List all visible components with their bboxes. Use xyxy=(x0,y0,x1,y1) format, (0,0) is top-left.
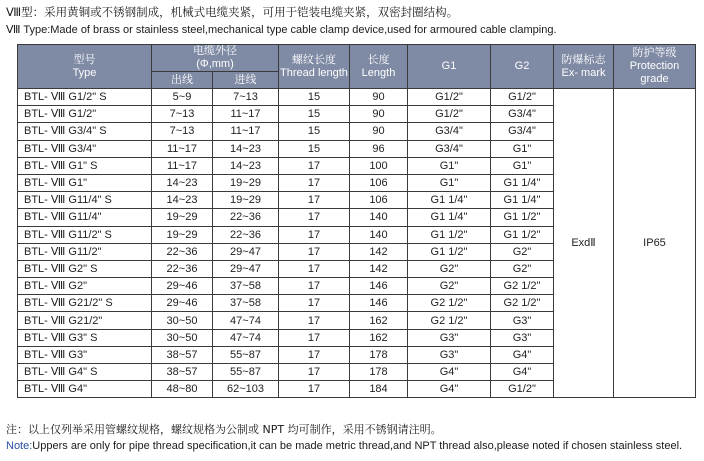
cell-g2: G2" xyxy=(491,260,554,277)
cell-g1: G1 1/4" xyxy=(408,192,491,209)
cell-type: BTL- Ⅷ G4" S xyxy=(18,364,152,381)
cell-length: 90 xyxy=(350,89,408,106)
cell-type: BTL- Ⅷ G1/2" xyxy=(18,106,152,123)
cell-g1: G3" xyxy=(408,346,491,363)
cell-inlet: 29~47 xyxy=(213,243,279,260)
cell-g2: G1 1/2" xyxy=(491,209,554,226)
spec-table xyxy=(17,44,696,398)
cell-thread-length: 17 xyxy=(279,312,350,329)
cell-g2: G3/4" xyxy=(491,123,554,140)
cell-type: BTL- Ⅷ G1" S xyxy=(18,157,152,174)
cell-inlet: 37~58 xyxy=(213,295,279,312)
cell-inlet: 14~23 xyxy=(213,140,279,157)
cell-type: BTL- Ⅷ G11/2" S xyxy=(18,226,152,243)
cell-length: 178 xyxy=(350,364,408,381)
cell-g1: G4" xyxy=(408,381,491,398)
header-thread-length: 螺纹长度 Thread length xyxy=(279,45,350,89)
cell-g2: G3" xyxy=(491,312,554,329)
cell-inlet: 22~36 xyxy=(213,226,279,243)
cell-thread-length: 17 xyxy=(279,209,350,226)
cell-inlet: 37~58 xyxy=(213,278,279,295)
cell-type: BTL- Ⅷ G11/4" xyxy=(18,209,152,226)
cell-outlet: 22~36 xyxy=(152,260,213,277)
cell-g1: G1 1/4" xyxy=(408,209,491,226)
header-g2: G2 xyxy=(491,45,554,89)
cell-type: BTL- Ⅷ G2" S xyxy=(18,260,152,277)
cell-ex-mark: ExdⅡ xyxy=(554,89,614,398)
cell-outlet: 19~29 xyxy=(152,209,213,226)
cell-g2: G1/2" xyxy=(491,381,554,398)
cell-g1: G1/2" xyxy=(408,106,491,123)
cell-inlet: 11~17 xyxy=(213,123,279,140)
cell-type: BTL- Ⅷ G1" xyxy=(18,174,152,191)
cell-length: 140 xyxy=(350,226,408,243)
header-ex-mark: 防爆标志 Ex- mark xyxy=(554,45,614,89)
cell-g2: G2 1/2" xyxy=(491,278,554,295)
cell-thread-length: 17 xyxy=(279,157,350,174)
cell-outlet: 5~9 xyxy=(152,89,213,106)
cell-inlet: 19~29 xyxy=(213,174,279,191)
cell-thread-length: 15 xyxy=(279,123,350,140)
cell-thread-length: 17 xyxy=(279,329,350,346)
cell-thread-length: 17 xyxy=(279,226,350,243)
cell-g2: G1" xyxy=(491,140,554,157)
cell-g2: G2 1/2" xyxy=(491,295,554,312)
cell-inlet: 19~29 xyxy=(213,192,279,209)
cell-type: BTL- Ⅷ G21/2" S xyxy=(18,295,152,312)
cell-type: BTL- Ⅷ G11/2" xyxy=(18,243,152,260)
cell-length: 140 xyxy=(350,209,408,226)
table-row xyxy=(18,89,696,106)
cell-outlet: 11~17 xyxy=(152,140,213,157)
cell-type: BTL- Ⅷ G1/2" S xyxy=(18,89,152,106)
note-cn: 注：以上仅列举采用管螺纹规格，螺纹规格为公制或 NPT 均可制作，采用不锈钢请注明。 xyxy=(6,423,442,436)
cell-outlet: 48~80 xyxy=(152,381,213,398)
cell-outlet: 30~50 xyxy=(152,312,213,329)
cell-outlet: 38~57 xyxy=(152,364,213,381)
title-cn: Ⅷ型：采用黄铜或不锈钢制成，机械式电缆夹紧，可用于铠装电缆夹紧，双密封圈结构。 xyxy=(6,5,459,19)
cell-length: 106 xyxy=(350,174,408,191)
cell-outlet: 7~13 xyxy=(152,106,213,123)
cell-g1: G3/4" xyxy=(408,140,491,157)
cell-type: BTL- Ⅷ G4" xyxy=(18,381,152,398)
cell-thread-length: 17 xyxy=(279,295,350,312)
cell-g1: G2" xyxy=(408,278,491,295)
cell-type: BTL- Ⅷ G3" S xyxy=(18,329,152,346)
cell-g2: G3" xyxy=(491,329,554,346)
cell-g1: G1" xyxy=(408,157,491,174)
cell-g2: G1/2" xyxy=(491,89,554,106)
cell-inlet: 14~23 xyxy=(213,157,279,174)
cell-g1: G3" xyxy=(408,329,491,346)
cell-outlet: 22~36 xyxy=(152,243,213,260)
note-en-label: Note: xyxy=(6,440,33,452)
cell-length: 178 xyxy=(350,346,408,363)
cell-type: BTL- Ⅷ G11/4" S xyxy=(18,192,152,209)
cell-outlet: 7~13 xyxy=(152,123,213,140)
header-outlet: 出线 xyxy=(152,72,213,89)
cell-g2: G4" xyxy=(491,364,554,381)
cell-g1: G1 1/2" xyxy=(408,243,491,260)
header-protection: 防护等级 Protection grade xyxy=(614,45,696,89)
cell-outlet: 30~50 xyxy=(152,329,213,346)
cell-thread-length: 17 xyxy=(279,174,350,191)
header-inlet: 进线 xyxy=(213,72,279,89)
cell-inlet: 22~36 xyxy=(213,209,279,226)
cell-outlet: 11~17 xyxy=(152,157,213,174)
cell-g2: G1 1/2" xyxy=(491,226,554,243)
cell-thread-length: 15 xyxy=(279,106,350,123)
cell-g1: G2" xyxy=(408,260,491,277)
cell-length: 106 xyxy=(350,192,408,209)
cell-g1: G3/4" xyxy=(408,123,491,140)
cell-inlet: 47~74 xyxy=(213,329,279,346)
cell-g1: G1/2" xyxy=(408,89,491,106)
cell-length: 146 xyxy=(350,295,408,312)
cell-length: 184 xyxy=(350,381,408,398)
cell-thread-length: 17 xyxy=(279,346,350,363)
note-en xyxy=(6,440,682,452)
cell-g1: G2 1/2" xyxy=(408,312,491,329)
header-g1: G1 xyxy=(408,45,491,89)
cell-inlet: 62~103 xyxy=(213,381,279,398)
title-en: Ⅷ Type:Made of brass or stainless steel,mechanical type cable clamp device,used for armoured cable clamping. xyxy=(6,24,557,36)
cell-length: 162 xyxy=(350,329,408,346)
cell-g2: G4" xyxy=(491,346,554,363)
cell-length: 96 xyxy=(350,140,408,157)
cell-type: BTL- Ⅷ G21/2" xyxy=(18,312,152,329)
cell-protection: IP65 xyxy=(614,89,696,398)
cell-thread-length: 17 xyxy=(279,260,350,277)
cell-thread-length: 15 xyxy=(279,89,350,106)
cell-length: 142 xyxy=(350,260,408,277)
cell-type: BTL- Ⅷ G3" xyxy=(18,346,152,363)
cell-length: 142 xyxy=(350,243,408,260)
cell-outlet: 29~46 xyxy=(152,278,213,295)
cell-inlet: 47~74 xyxy=(213,312,279,329)
cell-g1: G1" xyxy=(408,174,491,191)
cell-outlet: 19~29 xyxy=(152,226,213,243)
cell-thread-length: 17 xyxy=(279,243,350,260)
cell-inlet: 29~47 xyxy=(213,260,279,277)
cell-length: 90 xyxy=(350,106,408,123)
cell-g2: G2" xyxy=(491,243,554,260)
cell-g2: G3/4" xyxy=(491,106,554,123)
header-type: 型号 Type xyxy=(18,45,152,89)
cell-outlet: 14~23 xyxy=(152,192,213,209)
cell-type: BTL- Ⅷ G3/4" S xyxy=(18,123,152,140)
header-cable-od: 电缆外径 (Φ,mm) xyxy=(152,45,279,72)
spec-table-body xyxy=(18,89,696,398)
cell-g1: G2 1/2" xyxy=(408,295,491,312)
cell-length: 100 xyxy=(350,157,408,174)
cell-inlet: 7~13 xyxy=(213,89,279,106)
cell-thread-length: 15 xyxy=(279,140,350,157)
header-length: 长度 Length xyxy=(350,45,408,89)
cell-outlet: 14~23 xyxy=(152,174,213,191)
cell-thread-length: 17 xyxy=(279,381,350,398)
note-en-text: Uppers are only for pipe thread specification,it can be made metric thread,and NPT thread also,please noted if chosen stainless steel. xyxy=(32,440,683,452)
cell-inlet: 55~87 xyxy=(213,346,279,363)
cell-outlet: 29~46 xyxy=(152,295,213,312)
cell-length: 146 xyxy=(350,278,408,295)
cell-type: BTL- Ⅷ G3/4" xyxy=(18,140,152,157)
cell-outlet: 38~57 xyxy=(152,346,213,363)
cell-inlet: 55~87 xyxy=(213,364,279,381)
cell-length: 162 xyxy=(350,312,408,329)
cell-g2: G1 1/4" xyxy=(491,192,554,209)
cell-inlet: 11~17 xyxy=(213,106,279,123)
cell-type: BTL- Ⅷ G2" xyxy=(18,278,152,295)
cell-thread-length: 17 xyxy=(279,192,350,209)
cell-g1: G1 1/2" xyxy=(408,226,491,243)
cell-thread-length: 17 xyxy=(279,278,350,295)
cell-length: 90 xyxy=(350,123,408,140)
cell-g1: G4" xyxy=(408,364,491,381)
cell-g2: G1" xyxy=(491,157,554,174)
cell-thread-length: 17 xyxy=(279,364,350,381)
cell-g2: G1 1/4" xyxy=(491,174,554,191)
